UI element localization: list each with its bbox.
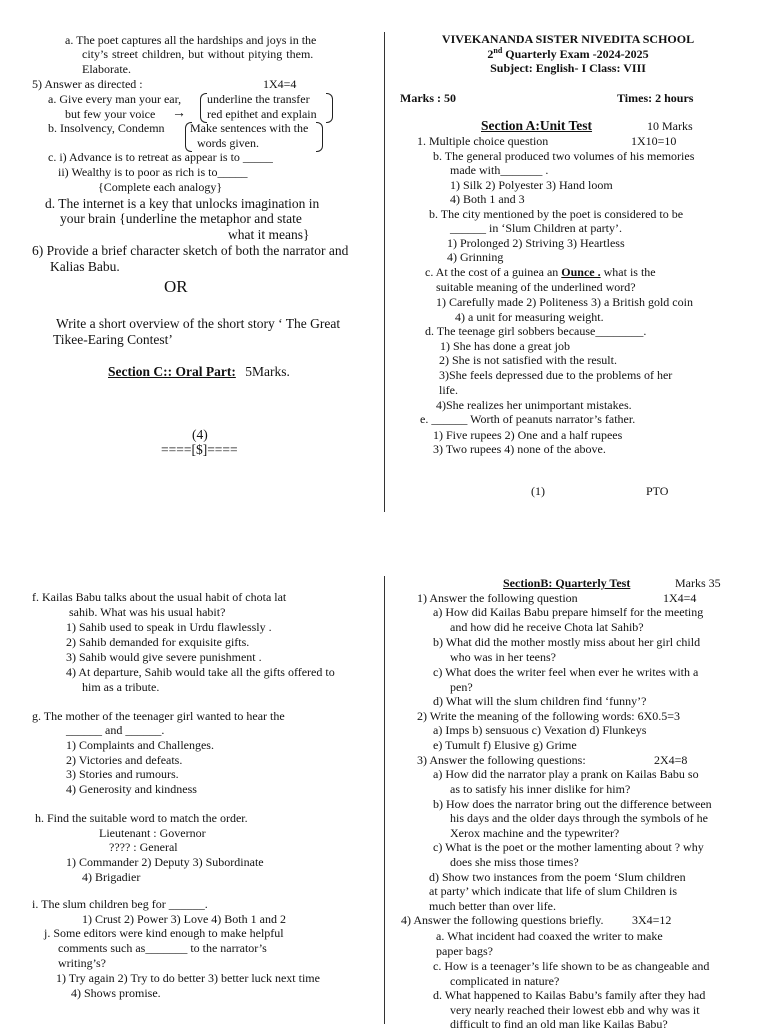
- q5b-right-brace: [316, 122, 323, 152]
- exam-ordinal-suffix: nd: [493, 46, 503, 55]
- qf-option3: 3) Sahib would give severe punishment .: [66, 650, 262, 664]
- sb-q1a-line1: a) How did Kailas Babu prepare himself for the meeting: [433, 605, 704, 619]
- q5d-line3: what it means}: [228, 227, 310, 242]
- qb2-line1: b. The city mentioned by the poet is considered to be: [429, 207, 684, 221]
- sb-q2-words2: e) Tumult f) Elusive g) Grime: [433, 738, 577, 752]
- qb-options1: 1) Silk 2) Polyester 3) Hand loom: [450, 178, 613, 192]
- sb-q3-marks: 2X4=8: [654, 753, 688, 767]
- section-c-title: Section C:: Oral Part:: [108, 364, 236, 379]
- q5a-line1: a. Give every man your ear,: [48, 92, 182, 106]
- qj-options1: 1) Try again 2) Try to do better 3) better luck next time: [56, 971, 320, 985]
- bottom-page-divider: [384, 576, 385, 1024]
- exam-title: [420, 46, 716, 62]
- qf-option2: 2) Sahib demanded for exquisite gifts.: [66, 635, 250, 649]
- exam-time: Times: 2 hours: [617, 91, 694, 105]
- sb-q3b-line2: his days and the older days through the symbols of he: [450, 811, 708, 825]
- q4a-line3: Elaborate.: [82, 62, 131, 76]
- sb-q3c-line1: c) What is the poet or the mother lamenting about ? why: [433, 840, 704, 854]
- sb-q1b-line1: b) What did the mother mostly miss about her girl child: [433, 635, 701, 649]
- qd-option3-cont: life.: [439, 383, 458, 397]
- q5a-left-brace: [200, 93, 207, 123]
- sb-q1d: d) What will the slum children find ‘funny’?: [433, 694, 647, 708]
- qd-option2: 2) She is not satisfied with the result.: [439, 353, 617, 367]
- page-number-4: (4): [192, 427, 208, 442]
- sb-q3b-line3: Xerox machine and the typewriter?: [450, 826, 620, 840]
- qd-line1: d. The teenage girl sobbers because________.: [425, 324, 647, 338]
- sb-q4a-line2: paper bags?: [436, 944, 493, 958]
- overview-line1: Write a short overview of the short story ‘ The Great: [56, 316, 341, 331]
- sb-q4d-line3: difficult to find an old man like Kailas Babu?: [450, 1017, 668, 1031]
- q5a-instruction2: red epithet and explain: [207, 107, 317, 121]
- sb-q1b-line2: who was in her teens?: [450, 650, 556, 664]
- sb-q4-marks: 3X4=12: [632, 913, 672, 927]
- qd-option1: 1) She has done a great job: [440, 339, 570, 353]
- overview-line2: Tikee-Earing Contest’: [53, 332, 173, 347]
- sb-q3b-line1: b) How does the narrator bring out the difference between: [433, 797, 712, 811]
- total-marks: Marks : 50: [400, 91, 456, 105]
- qb2-line2: ______ in ‘Slum Children at party’.: [450, 221, 622, 235]
- sb-q3d-line1: d) Show two instances from the poem ‘Slum children: [429, 870, 686, 884]
- q6-line1: 6) Provide a brief character sketch of both the narrator and: [32, 243, 349, 258]
- qc-text-a: c. At the cost of a guinea an: [425, 265, 562, 279]
- qh-line3: ???? : General: [109, 840, 178, 854]
- exam-title-text: Quarterly Exam -2024-2025: [502, 47, 649, 61]
- q5-heading: 5) Answer as directed :: [32, 77, 143, 91]
- qc-line1: [425, 265, 656, 280]
- or-separator: OR: [164, 277, 188, 296]
- section-c-heading: [108, 364, 290, 381]
- qg-option1: 1) Complaints and Challenges.: [66, 738, 214, 752]
- q5c-line3: {Complete each analogy}: [98, 180, 223, 194]
- q1-heading: 1. Multiple choice question: [417, 134, 549, 148]
- qb-options2: 4) Both 1 and 3: [450, 192, 525, 206]
- qf-option1: 1) Sahib used to speak in Urdu flawlessly .: [66, 620, 272, 634]
- sb-q4a-line1: a. What incident had coaxed the writer to make: [436, 929, 663, 943]
- right-arrow-icon: →: [172, 106, 186, 121]
- q5d-line1: d. The internet is a key that unlocks imagination in: [45, 196, 320, 211]
- qc-options1: 1) Carefully made 2) Politeness 3) a British gold coin: [436, 295, 693, 309]
- end-marker: ====[$]====: [161, 442, 238, 457]
- q5d-line2: your brain {underline the metaphor and state: [60, 211, 302, 226]
- sb-q1a-line2: and how did he receive Chota lat Sahib?: [450, 620, 644, 634]
- qc-underlined-word: Ounce .: [561, 265, 601, 279]
- section-a-title: Section A:Unit Test: [481, 118, 593, 133]
- sb-q3d-line3: much better than over life.: [429, 899, 556, 913]
- sb-q2-heading: 2) Write the meaning of the following words: 6X0.5=3: [417, 709, 681, 723]
- qd-option4: 4)She realizes her unimportant mistakes.: [436, 398, 632, 412]
- qg-option4: 4) Generosity and kindness: [66, 782, 197, 796]
- qh-options1: 1) Commander 2) Deputy 3) Subordinate: [66, 855, 264, 869]
- qf-option4-cont: him as a tribute.: [82, 680, 160, 694]
- sb-q4d-line2: very nearly reached their lowest ebb and why was it: [450, 1003, 700, 1017]
- qd-option3: 3)She feels depressed due to the problems of her: [439, 368, 673, 382]
- sb-q3c-line2: does she miss those times?: [450, 855, 579, 869]
- section-c-marks: 5Marks.: [245, 364, 290, 379]
- qb2-options2: 4) Grinning: [447, 250, 504, 264]
- q1-marks: 1X10=10: [631, 134, 677, 148]
- q5a-right-brace: [326, 93, 333, 123]
- q5b-line1: b. Insolvency, Condemn: [48, 121, 165, 135]
- qj-line3: writing’s?: [58, 956, 106, 970]
- q5c-line2: ii) Wealthy is to poor as rich is to_____: [58, 165, 248, 179]
- q5b-instruction2: words given.: [197, 136, 259, 150]
- q5-marks: 1X4=4: [263, 77, 297, 91]
- qc-options2: 4) a unit for measuring weight.: [455, 310, 604, 324]
- qg-option3: 3) Stories and rumours.: [66, 767, 179, 781]
- qh-options2: 4) Brigadier: [82, 870, 141, 884]
- qc-text-c: what is the: [600, 265, 656, 279]
- qf-line2: sahib. What was his usual habit?: [69, 605, 226, 619]
- sb-q1c-line1: c) What does the writer feel when ever he writes with a: [433, 665, 699, 679]
- sb-q1-heading: 1) Answer the following question: [417, 591, 578, 605]
- qh-line1: h. Find the suitable word to match the order.: [35, 811, 248, 825]
- qe-line1: e. ______ Worth of peanuts narrator’s father.: [420, 412, 636, 426]
- sb-q3a-line2: as to satisfy his inner dislike for him?: [450, 782, 631, 796]
- qe-options2: 3) Two rupees 4) none of the above.: [433, 442, 606, 456]
- qi-line1: i. The slum children beg for ______.: [32, 897, 208, 911]
- section-b-marks: Marks 35: [675, 576, 721, 590]
- sb-q2-words1: a) Imps b) sensuous c) Vexation d) Flunkeys: [433, 723, 647, 737]
- pto-label: PTO: [646, 484, 669, 498]
- qg-line1: g. The mother of the teenager girl wanted to hear the: [32, 709, 285, 723]
- qj-line2: comments such as_______ to the narrator’s: [58, 941, 267, 955]
- q5a-instruction1: underline the transfer: [207, 92, 310, 106]
- qc-line2: suitable meaning of the underlined word?: [436, 280, 636, 294]
- q6-line2: Kalias Babu.: [50, 259, 120, 274]
- top-page-divider: [384, 32, 385, 512]
- q4a-line1: a. The poet captures all the hardships and joys in the: [65, 33, 317, 47]
- qj-options2: 4) Shows promise.: [71, 986, 161, 1000]
- qb2-options1: 1) Prolonged 2) Striving 3) Heartless: [447, 236, 625, 250]
- subject-class: Subject: English- I Class: VIII: [490, 61, 646, 75]
- sb-q4d-line1: d. What happened to Kailas Babu’s family after they had: [433, 988, 706, 1002]
- sb-q3a-line1: a) How did the narrator play a prank on Kailas Babu so: [433, 767, 699, 781]
- q5a-line2: but few your voice: [65, 107, 156, 121]
- q5c-line1: c. i) Advance is to retreat as appear is to _____: [48, 150, 273, 164]
- school-name: VIVEKANANDA SISTER NIVEDITA SCHOOL: [441, 32, 695, 46]
- qf-option4: 4) At departure, Sahib would take all the gifts offered to: [66, 665, 335, 679]
- qj-line1: j. Some editors were kind enough to make helpful: [44, 926, 284, 940]
- sb-q1c-line2: pen?: [450, 680, 473, 694]
- sb-q1-marks: 1X4=4: [663, 591, 697, 605]
- section-b-title: SectionB: Quarterly Test: [503, 576, 631, 590]
- qb-line2: made with_______ .: [450, 163, 549, 177]
- sb-q4c-line1: c. How is a teenager’s life shown to be as changeable and: [433, 959, 710, 973]
- q5b-instruction1: Make sentences with the: [190, 121, 309, 135]
- qf-line1: f. Kailas Babu talks about the usual habit of chota lat: [32, 590, 287, 604]
- exam-ordinal: 2: [487, 47, 494, 61]
- qg-option2: 2) Victories and defeats.: [66, 753, 183, 767]
- sb-q4c-line2: complicated in nature?: [450, 974, 560, 988]
- q4a-line2: city’s street children, but without pitying them.: [82, 47, 314, 61]
- qg-line2: ______ and ______.: [66, 723, 165, 737]
- sb-q4-heading: 4) Answer the following questions briefly.: [401, 913, 604, 927]
- section-a-marks: 10 Marks: [647, 119, 693, 133]
- qi-options: 1) Crust 2) Power 3) Love 4) Both 1 and 2: [82, 912, 286, 926]
- sb-q3-heading: 3) Answer the following questions:: [417, 753, 586, 767]
- qh-line2: Lieutenant : Governor: [99, 826, 206, 840]
- qe-options1: 1) Five rupees 2) One and a half rupees: [433, 428, 623, 442]
- qb-line1: b. The general produced two volumes of his memories: [433, 149, 695, 163]
- page-number-1: (1): [531, 484, 545, 498]
- sb-q3d-line2: at party’ which indicate that life of slum Children is: [429, 884, 678, 898]
